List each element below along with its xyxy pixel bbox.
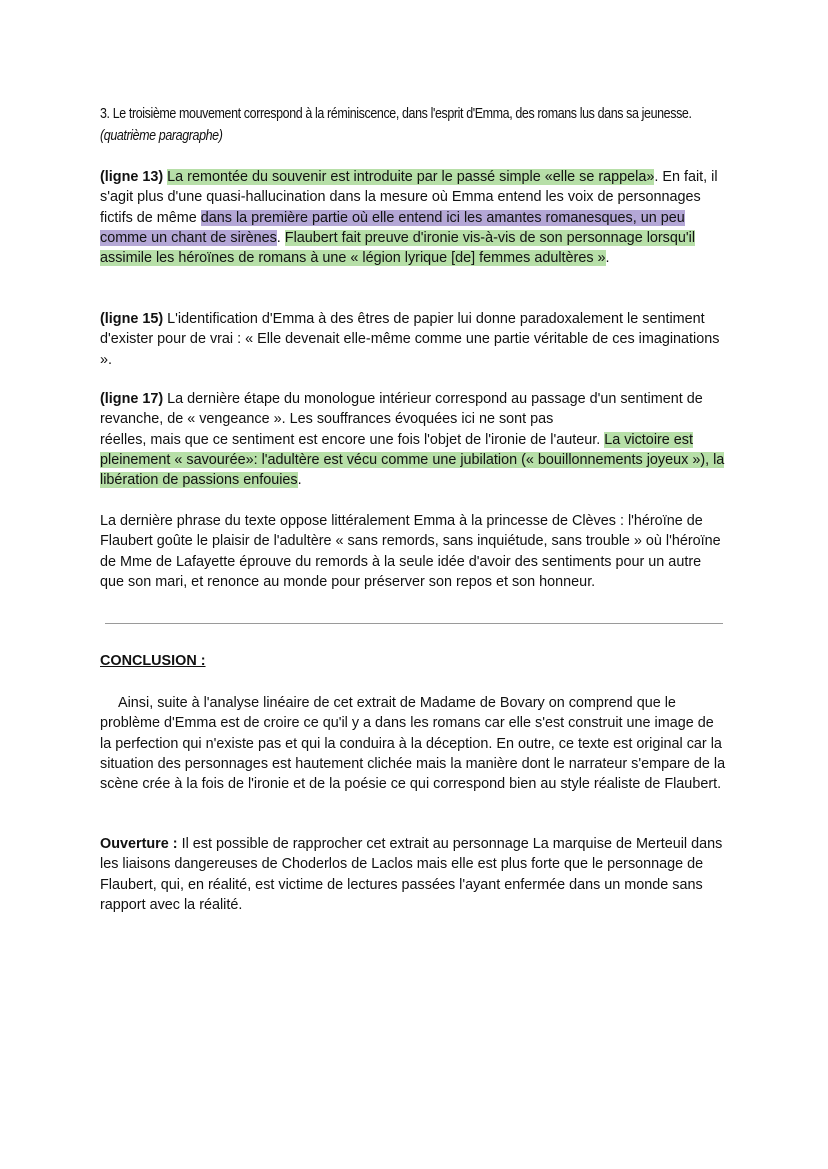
horizontal-divider [105,623,723,624]
paragraph-text: Il est possible de rapprocher cet extrait au personnage La marquise de Merteuil dans les liaisons dangereuses de Choderlos de Laclos mais elle est plus forte que le personnage de Flaubert, qui, en réalité, est victime de lectures passées l'ayant enfermée dans un monde sans rapport avec la réalité. [100,836,723,913]
paragraph-ligne-17 [100,389,728,490]
paragraph-text: La dernière phrase du texte oppose littéralement Emma à la princesse de Clèves : l'héroïne de Flaubert goûte le plaisir de l'adultère « sans remords, sans inquiétude, sans trouble » où l'héroïne de Mme de Lafayette éprouve du remords à la seule idée d'avoir des sentiments pour un autre que son mari, et renonce au monde pour préserver son repos et son honneur. [100,513,721,590]
paragraph-text: . [276,229,285,246]
paragraph-text: réelles, mais que ce sentiment est encore une fois l'objet de l'ironie de l'auteur. [100,431,605,448]
heading-title: 3. Le troisième mouvement correspond à la réminiscence, dans l'esprit d'Emma, des romans lus dans sa jeunesse. [100,106,692,122]
conclusion-paragraph [100,693,728,794]
ouverture-paragraph [100,834,728,915]
highlight-green: La remontée du souvenir est introduite par le passé simple «elle se rappela» [167,169,655,185]
highlight-green: Flaubert fait preuve d'ironie vis-à-vis de son personnage lorsqu'il assimile les héroïnes de romans à une « légion lyrique [de] femmes adultères » [100,229,696,267]
paragraph-text: . [297,472,302,489]
paragraph-ligne-15 [100,309,728,370]
paragraph-text: Ainsi, suite à l'analyse linéaire de cet extrait de Madame de Bovary on comprend que le problème d'Emma est de croire ce qu'il y a dans les romans car elle s'est construit une image de la perfection qui n'existe pas et qui la conduira à la déception. En outre, ce texte est original car la situation des personnages est hautement clichée mais la manière dont le narrateur s'empare de la scène crée à la fois de l'ironie et de la poésie ce qui correspond bien au style réaliste de Flaubert. [100,695,726,793]
highlight-purple: dans la première partie où elle entend ici les amantes romanesques, un peu comme un chant de sirènes [100,209,685,246]
highlight-green: La victoire est pleinement « savourée»: l'adultère est vécu comme une jubilation (« bouillonnements joyeux »), la libération de passions enfouies [100,431,725,489]
paragraph-princesse-de-cleves [100,511,728,592]
paragraph-text: La dernière étape du monologue intérieur correspond au passage d'un sentiment de revanche, de « vengeance ». Les souffrances évoquées ici ne sont pas [100,391,703,428]
heading-subtitle: (quatrième paragraphe) [100,128,223,144]
line-label: (ligne 13) [100,169,164,185]
ouverture-label: Ouverture : [100,836,178,852]
line-label: (ligne 15) [100,311,164,327]
line-label: (ligne 17) [100,391,164,407]
paragraph-text: . [605,250,610,267]
conclusion-title: CONCLUSION : [100,653,206,669]
section-heading [100,103,736,147]
paragraph-text: . En fait, il s'agit plus d'une quasi-hallucination dans la mesure où Emma entend les voix de personnages fictifs de même [100,169,718,226]
paragraph-text: L'identification d'Emma à des êtres de papier lui donne paradoxalement le sentiment d'exister pour de vrai : « Elle devenait elle-même comme une partie véritable de ces imaginations ». [100,311,720,368]
paragraph-ligne-13 [100,167,728,268]
